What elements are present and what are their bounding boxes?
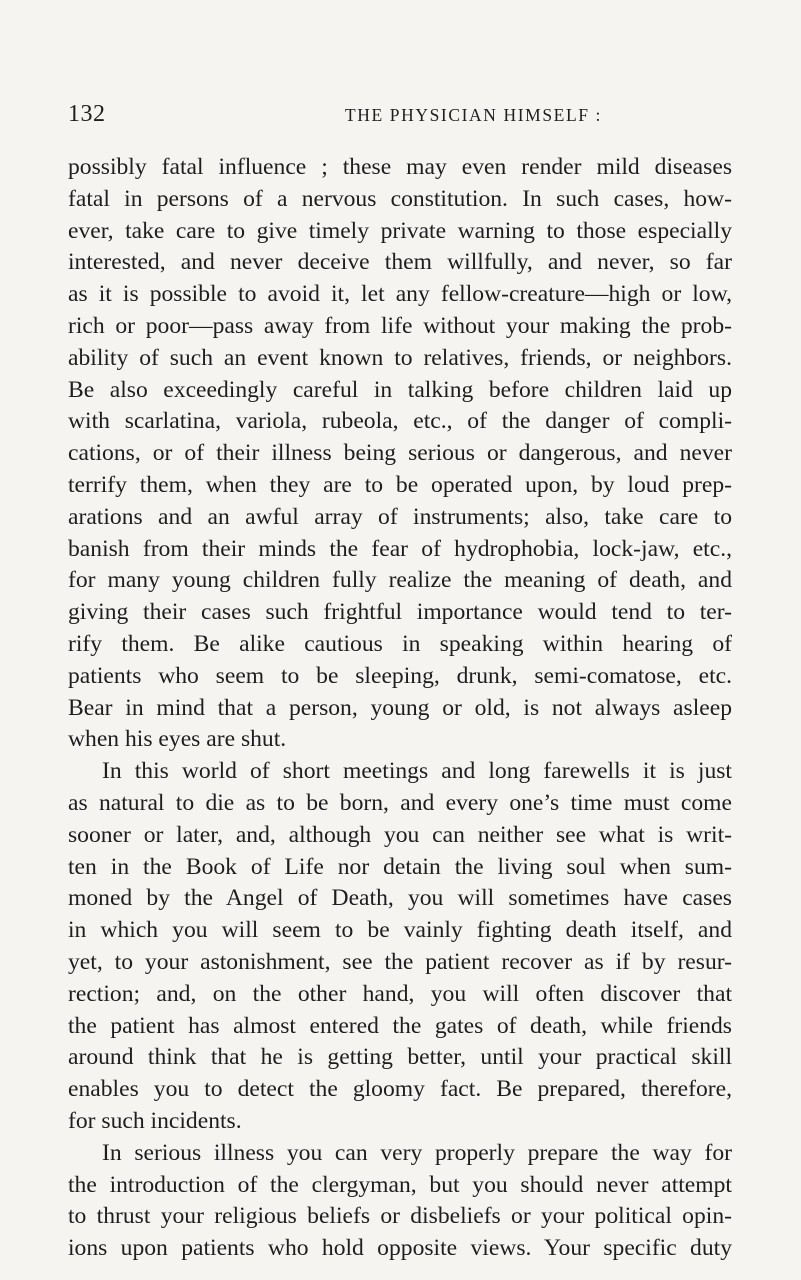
text-line: for such incidents. xyxy=(68,1107,242,1134)
text-line: yet, to your astonishment, see the patient recover as if by resur- xyxy=(68,948,732,975)
paragraph xyxy=(68,756,732,1138)
text-line: ability of such an event known to relatives, friends, or neighbors. xyxy=(68,344,732,371)
paragraph xyxy=(68,1138,732,1265)
text-line: rify them. Be alike cautious in speaking within hearing of xyxy=(68,630,732,657)
text-line: giving their cases such frightful importance would tend to ter- xyxy=(68,599,732,626)
paragraph xyxy=(68,152,732,756)
text-line: ever, take care to give timely private warning to those especially xyxy=(68,217,732,244)
text-line: cations, or of their illness being serious or dangerous, and never xyxy=(68,440,732,467)
text-line: rich or poor—pass away from life without your making the prob- xyxy=(68,312,732,339)
text-line: for many young children fully realize the meaning of death, and xyxy=(68,567,732,594)
page-number: 132 xyxy=(68,101,106,127)
text-line: terrify them, when they are to be operated upon, by loud prep- xyxy=(68,471,732,498)
text-line: when his eyes are shut. xyxy=(68,726,287,753)
text-line: In this world of short meetings and long farewells it is just xyxy=(102,758,732,785)
text-line: interested, and never deceive them willfully, and never, so far xyxy=(68,249,732,276)
text-line: with scarlatina, variola, rubeola, etc., of the danger of compli- xyxy=(68,408,732,435)
body-text xyxy=(68,152,732,1265)
text-line: the introduction of the clergyman, but you should never attempt xyxy=(68,1171,732,1198)
text-line: Be also exceedingly careful in talking before children laid up xyxy=(68,376,732,403)
text-line: sooner or later, and, although you can neither see what is writ- xyxy=(68,821,732,848)
text-line: banish from their minds the fear of hydrophobia, lock-jaw, etc., xyxy=(68,535,732,562)
text-line: as natural to die as to be born, and every one’s time must come xyxy=(68,789,732,816)
text-line: moned by the Angel of Death, you will sometimes have cases xyxy=(68,885,732,912)
text-line: rection; and, on the other hand, you will often discover that xyxy=(68,980,732,1007)
running-head xyxy=(68,101,728,131)
text-line: fatal in persons of a nervous constitution. In such cases, how- xyxy=(68,185,732,212)
text-line: possibly fatal influence ; these may even render mild diseases xyxy=(68,154,732,180)
text-line: the patient has almost entered the gates of death, while friends xyxy=(68,1012,732,1039)
text-line: patients who seem to be sleeping, drunk, semi-comatose, etc. xyxy=(68,662,732,689)
text-line: to thrust your religious beliefs or disbeliefs or your political opin- xyxy=(68,1203,732,1230)
text-line: in which you will seem to be vainly fighting death itself, and xyxy=(68,917,732,944)
text-line: ions upon patients who hold opposite views. Your specific duty xyxy=(68,1235,732,1262)
text-line: enables you to detect the gloomy fact. Be prepared, therefore, xyxy=(68,1076,732,1103)
text-line: ten in the Book of Life nor detain the living soul when sum- xyxy=(68,853,732,880)
text-line: Bear in mind that a person, young or old, is not always asleep xyxy=(68,694,732,721)
text-line: In serious illness you can very properly prepare the way for xyxy=(102,1139,732,1166)
text-line: around think that he is getting better, until your practical skill xyxy=(68,1044,732,1071)
text-line: arations and an awful array of instruments; also, take care to xyxy=(68,503,732,530)
text-line: as it is possible to avoid it, let any fellow-creature—high or low, xyxy=(68,281,732,308)
running-title: THE PHYSICIAN HIMSELF : xyxy=(345,105,603,125)
